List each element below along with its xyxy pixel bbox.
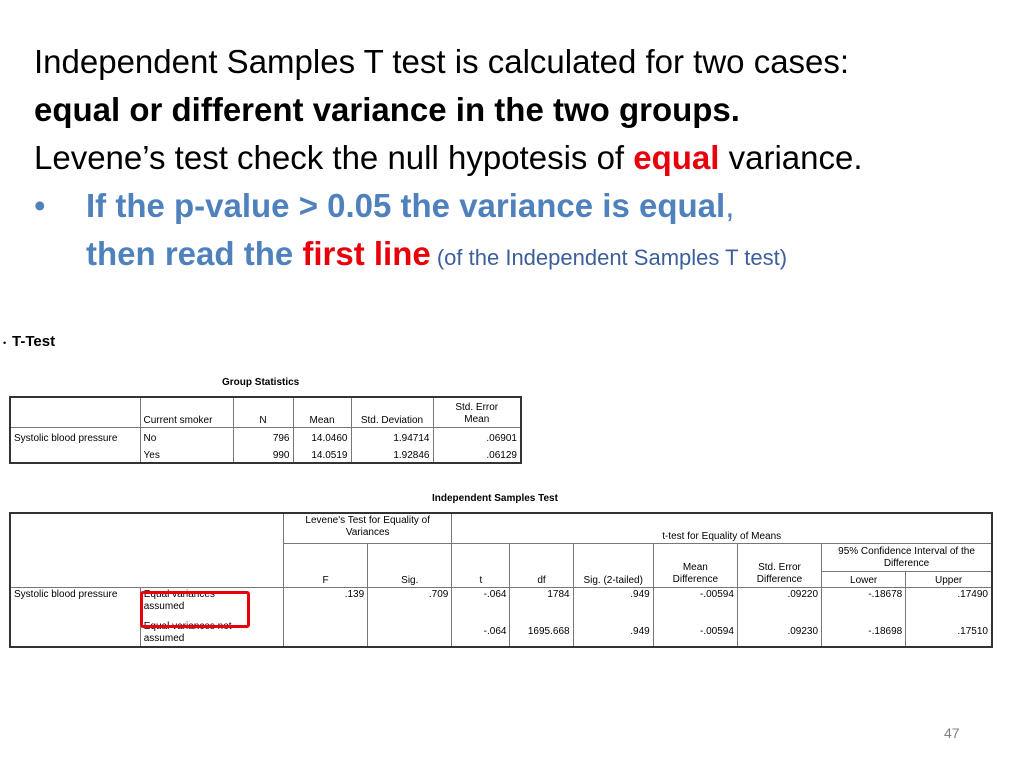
- sig2-unequal: .949: [573, 617, 653, 647]
- t-equal: -.064: [452, 587, 510, 617]
- levene-line: [34, 134, 994, 182]
- variable-label: Systolic blood pressure: [10, 427, 140, 445]
- col-df: df: [510, 543, 573, 587]
- ttest-title: T-Test: [12, 333, 56, 350]
- output-marker: •: [3, 338, 7, 348]
- col-upper: Upper: [906, 571, 992, 587]
- col-sig-2tailed: Sig. (2-tailed): [573, 543, 653, 587]
- df-equal: 1784: [510, 587, 573, 617]
- levene-header-1: Levene's Test for Equality of: [305, 515, 430, 526]
- levene-header-2: Variances: [345, 527, 390, 538]
- lower-unequal: -.18698: [822, 617, 906, 647]
- mean-no: 14.0460: [293, 427, 351, 445]
- se-yes: .06129: [433, 445, 521, 463]
- f-value: .139: [284, 587, 368, 617]
- group-stats-table: [9, 396, 522, 464]
- f-empty: [284, 617, 368, 647]
- col-sd: Std. Deviation: [351, 397, 433, 427]
- col-f: F: [284, 543, 368, 587]
- col-n: N: [233, 397, 293, 427]
- ind-test-title: Independent Samples Test: [432, 493, 558, 504]
- col-se-1: Std. Error: [455, 401, 499, 413]
- levene-tail: variance.: [719, 139, 863, 176]
- sig2-equal: .949: [573, 587, 653, 617]
- mean-yes: 14.0519: [293, 445, 351, 463]
- col-se-diff-1: Std. Error: [758, 561, 801, 573]
- ci-header-2: Difference: [883, 557, 930, 569]
- row-equal-label-1: Equal variances: [143, 588, 215, 600]
- col-lower: Lower: [822, 571, 906, 587]
- col-mean-diff: [653, 543, 737, 587]
- slide-body-text: [34, 38, 994, 282]
- bullet-note: (of the Independent Samples T test): [430, 245, 788, 270]
- levene-text: Levene’s test check the null hypotesis of: [34, 139, 634, 176]
- equal-highlight: equal: [633, 139, 720, 176]
- col-se-diff: [737, 543, 821, 587]
- col-t: t: [452, 543, 510, 587]
- col-mean: Mean: [293, 397, 351, 427]
- ind-corner: [10, 513, 284, 587]
- md-unequal: -.00594: [653, 617, 737, 647]
- equal-variances-highlight-box: [140, 588, 250, 628]
- group-no: No: [140, 427, 233, 445]
- col-se: [433, 397, 521, 427]
- col-mean-diff-2: Difference: [672, 573, 719, 585]
- group-yes: Yes: [140, 445, 233, 463]
- df-unequal: 1695.668: [510, 617, 573, 647]
- group-stats-title: Group Statistics: [222, 377, 300, 388]
- col-se-2: Mean: [464, 413, 490, 425]
- ind-variable-label: Systolic blood pressure: [10, 587, 140, 617]
- ci-header: [822, 543, 992, 571]
- intro-line: Independent Samples T test is calculated for two cases:: [34, 43, 850, 80]
- sd-no: 1.94714: [351, 427, 433, 445]
- ttest-header: t-test for Equality of Means: [452, 513, 992, 543]
- ci-header-1: 95% Confidence Interval of the: [838, 545, 975, 557]
- row-unequal-label-2: assumed: [143, 633, 185, 644]
- grouping-header: Current smoker: [140, 397, 233, 427]
- bullet-continuation: [34, 230, 994, 282]
- variable-spacer: [10, 445, 140, 463]
- row-equal-label-2: assumed: [143, 600, 185, 612]
- levene-sig-empty: [368, 617, 452, 647]
- col-levene-sig: Sig.: [368, 543, 452, 587]
- se-equal: .09220: [737, 587, 821, 617]
- sd-yes: 1.92846: [351, 445, 433, 463]
- n-no: 796: [233, 427, 293, 445]
- levene-header: [284, 513, 452, 543]
- levene-sig-value: .709: [368, 587, 452, 617]
- bullet-condition: If the p-value > 0.05 the variance is equal: [86, 187, 726, 224]
- bullet-comma: ,: [725, 187, 735, 224]
- row-unequal-label-1: Equal variances not: [143, 621, 232, 632]
- bullet-then: then read the: [86, 235, 303, 272]
- upper-equal: .17490: [906, 587, 992, 617]
- first-line-highlight: first line: [302, 235, 431, 272]
- upper-unequal: .17510: [906, 617, 992, 647]
- se-unequal: .09230: [737, 617, 821, 647]
- md-equal: -.00594: [653, 587, 737, 617]
- page-number: 47: [944, 725, 960, 741]
- cases-line: equal or different variance in the two groups.: [34, 91, 740, 128]
- lower-equal: -.18678: [822, 587, 906, 617]
- t-unequal: -.064: [452, 617, 510, 647]
- bullet-item: [34, 182, 994, 230]
- se-no: .06901: [433, 427, 521, 445]
- ind-variable-spacer: [10, 617, 140, 647]
- bullet-marker: •: [34, 187, 46, 224]
- corner-cell: [10, 397, 140, 427]
- n-yes: 990: [233, 445, 293, 463]
- col-se-diff-2: Difference: [756, 573, 803, 585]
- col-mean-diff-1: Mean: [682, 561, 708, 573]
